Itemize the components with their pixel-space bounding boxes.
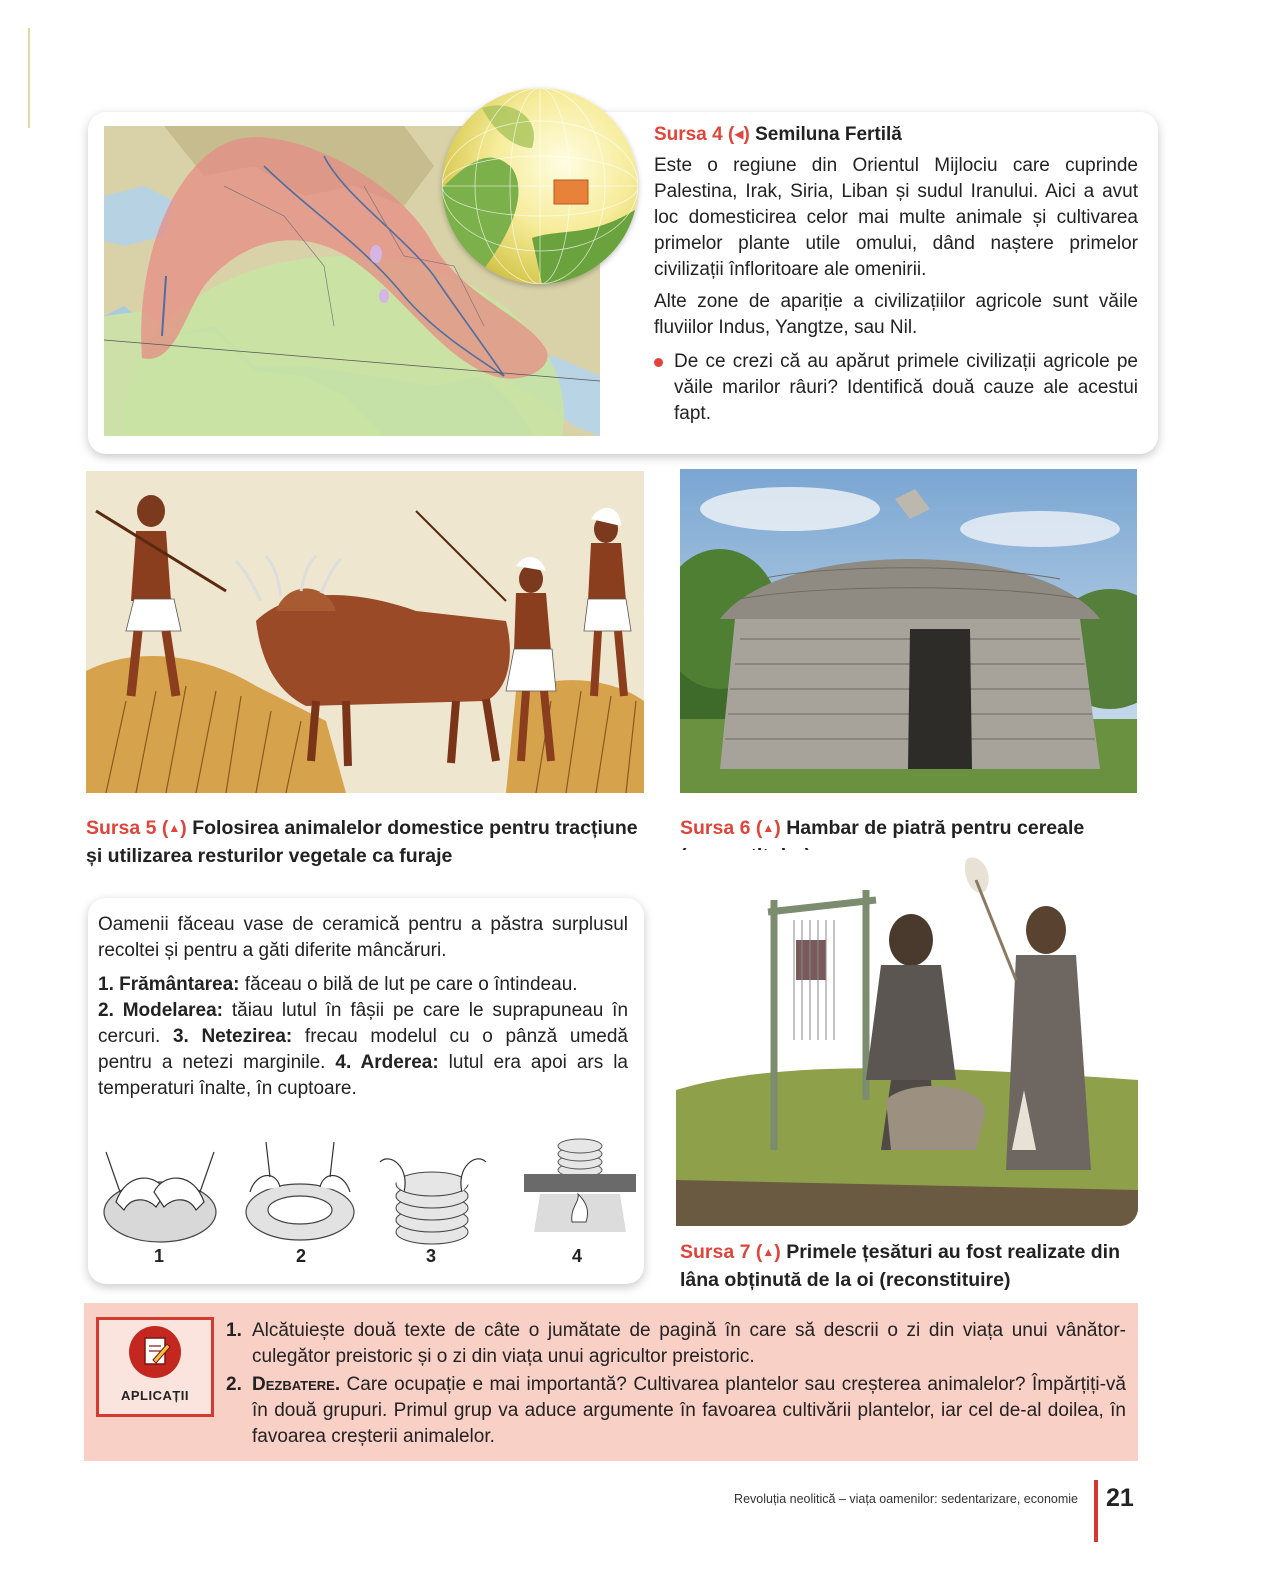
application-text: Alcătuiește două texte de câte o jumătate de pagină în care să descrii o zi din viața unui vânător-culegător preistoric și o zi din viața unui agricultor preistoric. — [252, 1320, 1126, 1367]
pencil-paper-icon — [129, 1326, 181, 1378]
step4-text: lutul era apoi ars la temperaturi înalte, în cuptoare. — [98, 1052, 628, 1099]
footer-divider — [1094, 1480, 1098, 1542]
step-number: 4 — [571, 1246, 582, 1266]
source5-paren-open: ( — [161, 817, 169, 839]
step1-text: făceau o bilă de lut pe care o întindeau. — [239, 974, 578, 995]
left-arrow-icon: ◀ — [734, 127, 744, 141]
source7-caption — [680, 1238, 1150, 1294]
step-number: 3 — [425, 1246, 436, 1266]
source5-paren-close: ) — [180, 817, 187, 839]
bullet-icon — [654, 358, 663, 367]
source7-title-text: Primele țesături au fost realizate din lâna obținută de la oi (reconstituire) — [680, 1241, 1120, 1291]
application-item — [226, 1372, 1126, 1450]
source4-question — [654, 349, 1138, 427]
step4-label: 4. Arderea: — [335, 1052, 439, 1073]
step2-text: tăiau lutul în fâșii pe care le suprapuneau în cercuri. — [98, 1000, 629, 1047]
ceramics-intro: Oamenii făceau vase de ceramică pentru a păstra surplusul recoltei și pentru a găti diferite mâncăruri. — [98, 914, 628, 961]
kneading-illustration — [96, 1132, 224, 1254]
step-number: 1 — [153, 1246, 164, 1266]
source4-label: Sursa 4 — [654, 124, 723, 145]
application-number: 2. — [226, 1374, 242, 1395]
source5-label: Sursa 5 — [86, 817, 157, 839]
stone-granary-photo — [680, 469, 1137, 793]
firing-illustration — [520, 1132, 648, 1254]
margin-line — [28, 28, 30, 128]
source6-paren-close: ) — [774, 817, 781, 839]
source4-question-text: De ce crezi că au apărut primele civilizații agricole pe văile marilor râuri? Identifică două cauze ale acestui fapt. — [674, 351, 1138, 424]
globe-locator — [442, 88, 638, 284]
source4-paren-close: ) — [743, 124, 750, 145]
source4-paragraph2: Alte zone de apariție a civilizațiilor agricole sunt văile fluviilor Indus, Yangtze, sau Nil. — [654, 291, 1138, 338]
source7-label: Sursa 7 — [680, 1241, 751, 1263]
source4-title — [654, 122, 1138, 147]
ceramics-steps — [98, 972, 628, 1102]
source6-paren-open: ( — [755, 817, 763, 839]
application-item — [226, 1318, 1126, 1370]
up-arrow-icon: ▲ — [762, 1245, 775, 1259]
step1-label: 1. Frământarea: — [98, 974, 240, 995]
weaving-reconstruction-image — [676, 850, 1138, 1226]
coil-modeling-illustration — [236, 1132, 364, 1254]
source4-paren-open: ( — [727, 124, 735, 145]
up-arrow-icon: ▲ — [168, 821, 181, 835]
application-text: Care ocupație e mai importantă? Cultivarea plantelor sau creșterea animalelor? Împărțiți-vă în două grupuri. Primul grup va aduce argumente în favoarea cultivării plantelor, iar cel de-al doilea, în favoarea creșterii animalelor. — [252, 1374, 1126, 1447]
application-lead: Dezbatere. — [252, 1374, 341, 1395]
source4-paragraph1: Este o regiune din Orientul Mijlociu care cuprinde Palestina, Irak, Siria, Liban și sudul Iranului. Aici a avut loc domesticirea celor mai multe animale și cultivarea primelor plante utile omului, dând naștere primelor civilizații înfloritoare ale omenirii. — [654, 155, 1138, 280]
smoothing-illustration — [370, 1132, 498, 1254]
step3-label: 3. Netezirea: — [172, 1026, 293, 1047]
source6-title-text: Hambar de piatră pentru cereale — [786, 817, 1085, 839]
up-arrow-icon: ▲ — [762, 821, 775, 835]
step3-text: frecau modelul cu o pânză umedă pentru a netezi marginile. — [98, 1026, 628, 1073]
source4-text — [654, 122, 1138, 427]
ceramics-text — [98, 912, 628, 1110]
applications-list — [226, 1318, 1126, 1452]
application-number: 1. — [226, 1320, 242, 1341]
source5-caption — [86, 814, 646, 870]
applications-label: APLICAȚII — [120, 1388, 190, 1403]
source5-title-text: Folosirea animalelor domestice pentru tracțiune și utilizarea resturilor vegetale ca furaje — [86, 817, 638, 867]
source7-paren-open: ( — [755, 1241, 763, 1263]
source4-title-text: Semiluna Fertilă — [755, 124, 902, 145]
egyptian-plowing-fresco — [86, 471, 644, 793]
footer-chapter-title: Revoluția neolitică – viața oamenilor: sedentarizare, economie — [734, 1492, 1078, 1506]
source7-paren-close: ) — [774, 1241, 781, 1263]
page-number: 21 — [1106, 1484, 1134, 1512]
step-number: 2 — [295, 1246, 306, 1266]
source6-label: Sursa 6 — [680, 817, 751, 839]
step2-label: 2. Modelarea: — [98, 1000, 224, 1021]
